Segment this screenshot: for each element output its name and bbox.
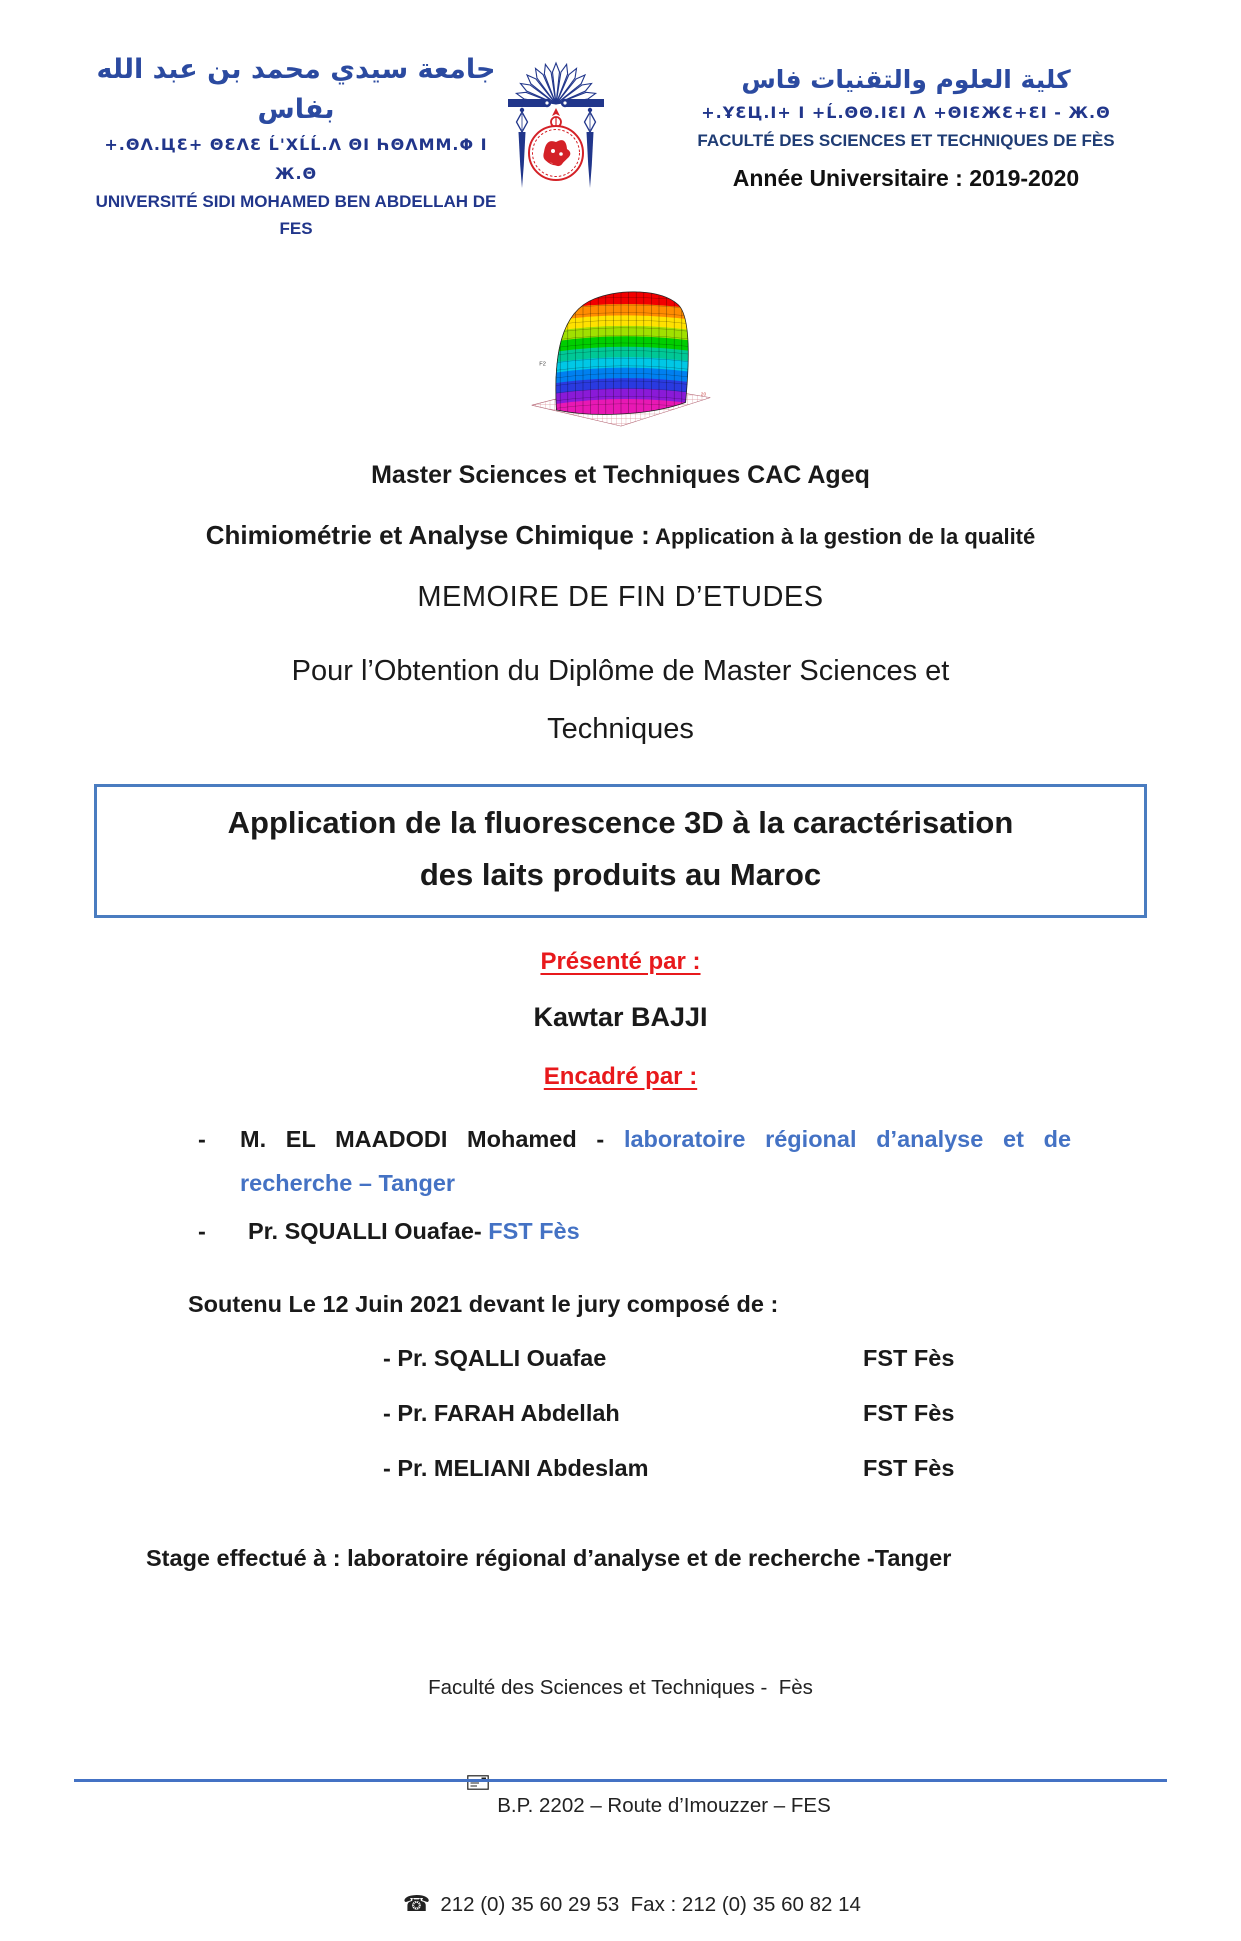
figure-corner-label: 20 [700, 392, 706, 398]
jury-name: - Pr. SQALLI Ouafae [383, 1345, 607, 1371]
envelope-icon [433, 1748, 489, 1820]
program-subtitle-strong: Chimiométrie et Analyse Chimique : [205, 520, 650, 550]
fluorescence-3d-figure [0, 276, 1241, 433]
thesis-title-line-1: Application de la fluorescence 3D à la caractérisation [227, 805, 1014, 840]
supervisor-list [198, 1117, 1071, 1253]
supervisor-name: M. EL MAADODI Mohamed - [240, 1126, 605, 1152]
medallion-icon [529, 108, 583, 180]
internship-line: Stage effectué à : laboratoire régional d’analyse et de recherche -Tanger [146, 1545, 952, 1571]
supervisor-item [198, 1117, 1071, 1205]
program-subtitle [0, 520, 1241, 551]
faculty-name-latin: FACULTÉ DES SCIENCES ET TECHNIQUES DE FÈS [697, 131, 1115, 150]
pen-icon-left [517, 108, 528, 188]
address-text: B.P. 2202 – Route d’Imouzzer – FES [497, 1794, 831, 1817]
address-line [0, 1724, 1241, 1844]
program-title: Master Sciences et Techniques CAC Ageq [371, 461, 870, 489]
university-name-arabic: جامعة سيدي محمد بن عبد الله بفاس [96, 54, 496, 125]
bottom-rule [74, 1779, 1167, 1782]
telephone-icon: ☎ [402, 1892, 431, 1917]
purpose-line-2: Techniques [547, 713, 694, 745]
thesis-title-box [94, 784, 1147, 918]
faculty-name-footer: Faculté des Sciences et Techniques - Fès [428, 1676, 813, 1699]
jury-table [383, 1344, 1241, 1483]
university-header-left [92, 50, 500, 242]
purpose-line-1: Pour l’Obtention du Diplôme de Master Sciences et [291, 655, 950, 687]
thesis-title-line-2: des laits produits au Maroc [419, 857, 822, 892]
jury-intro: Soutenu Le 12 Juin 2021 devant le jury composé de : [188, 1291, 779, 1317]
jury-affiliation: FST Fès [863, 1455, 955, 1481]
jury-row [383, 1344, 1241, 1373]
faculty-name-arabic: كلية العلوم والتقنيات فاس [741, 65, 1071, 94]
supervised-by-heading: Encadré par : [543, 1063, 698, 1090]
jury-affiliation: FST Fès [863, 1345, 955, 1371]
jury-affiliation: FST Fès [863, 1400, 955, 1426]
list-dash: - [198, 1126, 206, 1152]
supervisor-item [198, 1209, 1071, 1253]
figure-axis-label: F2 [538, 361, 546, 368]
supervisor-affiliation: FST Fès [488, 1218, 580, 1244]
thesis-cover-page [0, 50, 1241, 1917]
list-dash: - [198, 1218, 206, 1244]
presented-by-heading: Présenté par : [540, 948, 701, 975]
faculty-name-tifinagh: +.ҰƐЦ.Ι+ Ι +Ĺ.ΘΘ.ΙƐΙ Λ +ΘΙƐЖƐ+ƐΙ - Ж.Θ [701, 103, 1111, 122]
jury-name: - Pr. MELIANI Abdeslam [383, 1455, 649, 1481]
jury-row [383, 1399, 1241, 1428]
jury-row [383, 1454, 1241, 1483]
phone-line [0, 1868, 1241, 1941]
memoire-heading: MEMOIRE DE FIN D’ETUDES [417, 581, 824, 613]
academic-year: Année Universitaire : 2019-2020 [732, 165, 1080, 191]
pen-icon-right [585, 108, 596, 188]
faculty-header-right [626, 50, 1186, 242]
purpose-text [0, 642, 1241, 758]
author-name: Kawtar BAJJI [533, 1002, 708, 1032]
supervisor-name: Pr. SQUALLI Ouafae- [248, 1218, 482, 1244]
header [92, 50, 1186, 242]
phone-text: 212 (0) 35 60 29 53 Fax : 212 (0) 35 60 82 14 [440, 1893, 861, 1916]
university-name-tifinagh: +.ΘΛ.ЦƐ+ ΘƐΛƐ Ĺ'ΧĹĹ.Λ ΘΙ ҺΘΛΜΜ.Φ Ι Ж.Θ [104, 135, 488, 183]
surface-plot-icon [523, 276, 719, 428]
program-subtitle-rest: Application à la gestion de la qualité [649, 524, 1036, 549]
supervisor-affiliation: laboratoire régional d’analyse et de recherche – Tanger [240, 1126, 1072, 1196]
jury-name: - Pr. FARAH Abdellah [383, 1400, 620, 1426]
university-name-latin: UNIVERSITÉ SIDI MOHAMED BEN ABDELLAH DE FES [95, 192, 497, 238]
footer [0, 1676, 1241, 1941]
university-emblem-icon [500, 50, 612, 190]
university-logo [500, 50, 626, 242]
